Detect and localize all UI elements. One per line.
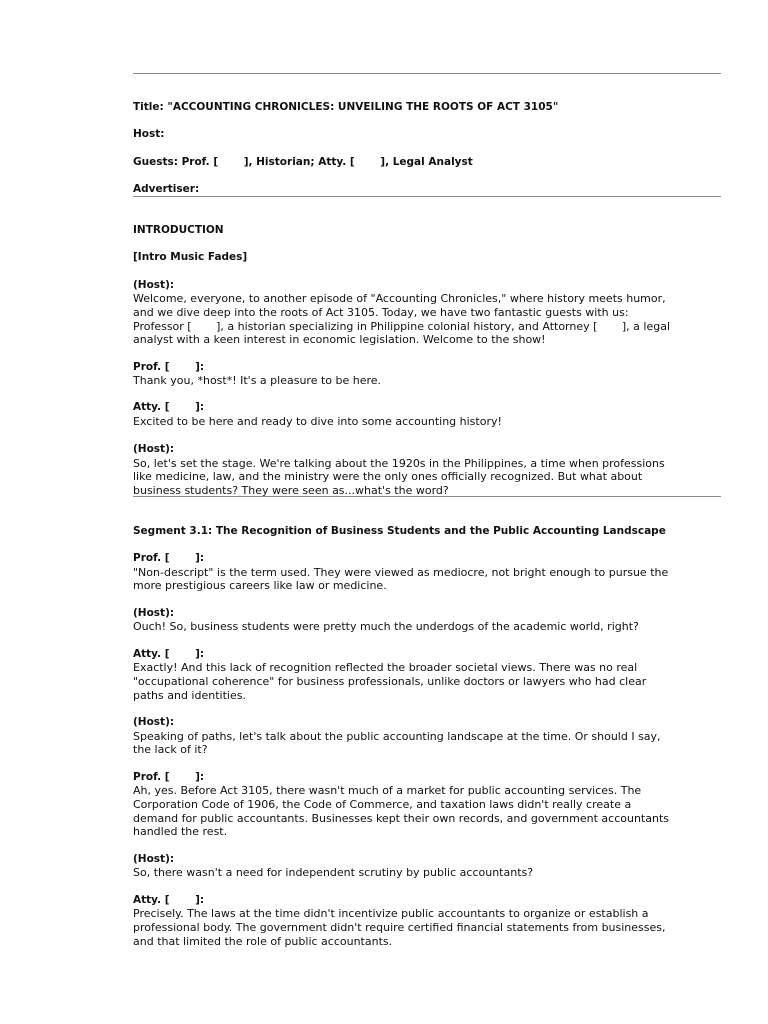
dialogue-line: "Non-descript" is the term used. They were viewed as mediocre, not bright enough to pursue the bbox=[133, 566, 669, 579]
speaker-label: Prof. [ ]: bbox=[133, 771, 205, 783]
dialogue-line: and that limited the role of public accountants. bbox=[133, 935, 393, 948]
host-label: Host: bbox=[133, 128, 165, 140]
advertiser-label: Advertiser: bbox=[133, 183, 200, 195]
dialogue-line: the lack of it? bbox=[133, 743, 208, 756]
dialogue-line: Ah, yes. Before Act 3105, there wasn't much of a market for public accounting services. The bbox=[133, 784, 642, 797]
dialogue-line: paths and identities. bbox=[133, 689, 246, 702]
speaker-label: (Host): bbox=[133, 443, 175, 455]
speaker-label: Prof. [ ]: bbox=[133, 552, 205, 564]
dialogue-line: Ouch! So, business students were pretty much the underdogs of the academic world, right? bbox=[133, 620, 639, 633]
speaker-label: Atty. [ ]: bbox=[133, 648, 205, 660]
dialogue-line: demand for public accountants. Businesses kept their own records, and government accountants bbox=[133, 812, 669, 825]
document-title: Title: "ACCOUNTING CHRONICLES: UNVEILING THE ROOTS OF ACT 3105" bbox=[133, 101, 559, 113]
speaker-label: Atty. [ ]: bbox=[133, 894, 205, 906]
speaker-label: (Host): bbox=[133, 279, 175, 291]
dialogue-line: like medicine, law, and the ministry were the only ones officially recognized. But what about bbox=[133, 470, 643, 483]
dialogue-line: business students? They were seen as...what's the word? bbox=[133, 484, 449, 497]
speaker-label: Atty. [ ]: bbox=[133, 401, 205, 413]
dialogue-line: Speaking of paths, let's talk about the public accounting landscape at the time. Or should I say, bbox=[133, 730, 661, 743]
speaker-label: (Host): bbox=[133, 716, 175, 728]
dialogue-line: Exactly! And this lack of recognition reflected the broader societal views. There was no real bbox=[133, 661, 638, 674]
dialogue-line: Welcome, everyone, to another episode of "Accounting Chronicles," where history meets humor, bbox=[133, 292, 666, 305]
dialogue-line: Professor [ ], a historian specializing in Philippine colonial history, and Attorney [ ], a legal bbox=[133, 320, 671, 333]
dialogue-line: So, let's set the stage. We're talking about the 1920s in the Philippines, a time when professions bbox=[133, 457, 665, 470]
dialogue-line: So, there wasn't a need for independent scrutiny by public accountants? bbox=[133, 866, 534, 879]
dialogue-line: Precisely. The laws at the time didn't incentivize public accountants to organize or establish a bbox=[133, 907, 649, 920]
dialogue-line: more prestigious careers like law or medicine. bbox=[133, 579, 387, 592]
intro-music-cue: [Intro Music Fades] bbox=[133, 251, 248, 263]
speaker-label: (Host): bbox=[133, 853, 175, 865]
dialogue-line: "occupational coherence" for business professionals, unlike doctors or lawyers who had clear bbox=[133, 675, 647, 688]
intro-heading: INTRODUCTION bbox=[133, 224, 224, 236]
top-rule bbox=[133, 73, 721, 74]
dialogue-line: professional body. The government didn't require certified financial statements from businesses, bbox=[133, 921, 666, 934]
dialogue-line: Corporation Code of 1906, the Code of Commerce, and taxation laws didn't really create a bbox=[133, 798, 632, 811]
dialogue-line: Excited to be here and ready to dive into some accounting history! bbox=[133, 415, 502, 428]
dialogue-line: handled the rest. bbox=[133, 825, 228, 838]
dialogue-line: Thank you, *host*! It's a pleasure to be here. bbox=[133, 374, 382, 387]
guests-line: Guests: Prof. [ ], Historian; Atty. [ ], Legal Analyst bbox=[133, 156, 473, 168]
dialogue-line: and we dive deep into the roots of Act 3105. Today, we have two fantastic guests with us: bbox=[133, 306, 629, 319]
speaker-label: Prof. [ ]: bbox=[133, 361, 205, 373]
dialogue-line: analyst with a keen interest in economic legislation. Welcome to the show! bbox=[133, 333, 546, 346]
speaker-label: (Host): bbox=[133, 607, 175, 619]
segment-heading: Segment 3.1: The Recognition of Business Students and the Public Accounting Landscape bbox=[133, 525, 666, 537]
